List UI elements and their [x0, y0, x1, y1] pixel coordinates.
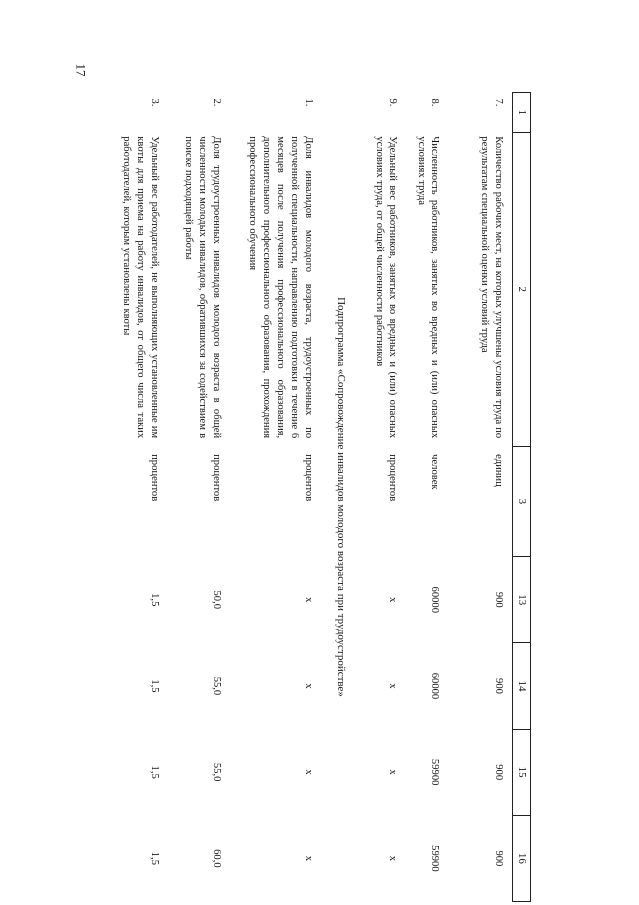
value-col-13: 50,0: [210, 590, 222, 610]
header-col-16: 16: [513, 815, 531, 901]
unit-cell: процентов: [148, 454, 160, 502]
value-col-13: x: [387, 597, 399, 603]
header-col-2: 2: [513, 132, 531, 446]
table-row: [407, 93, 449, 902]
row-number: 8.: [429, 98, 441, 107]
table-row: [168, 93, 230, 902]
unit-cell: процентов: [387, 454, 399, 502]
value-col-15: x: [387, 769, 399, 775]
value-col-14: 55,0: [210, 676, 222, 696]
table-row: [449, 93, 513, 902]
indicators-table: [106, 92, 531, 902]
value-col-16: 60,0: [210, 849, 222, 868]
header-col-3: 3: [513, 446, 531, 557]
value-col-13: 900: [493, 591, 504, 608]
indicator-text: Удельный вес работодателей, не выполняющих установленные им квоты для приема на работу инвалидов, от общего числа таких работодателей, которым установлены квоты: [121, 136, 160, 439]
header-col-15: 15: [513, 729, 531, 815]
unit-cell: процентов: [210, 454, 222, 502]
value-col-13: 1,5: [148, 593, 160, 607]
value-col-14: x: [387, 683, 399, 689]
value-col-16: 59900: [429, 845, 441, 872]
row-number: 1.: [302, 98, 314, 107]
value-col-13: x: [302, 597, 314, 603]
indicator-text: Численность работников, занятых во вредных и (или) опасных условиях труда: [415, 136, 441, 439]
row-number: 7.: [493, 98, 504, 107]
value-col-14: 900: [493, 678, 504, 694]
value-col-14: 1,5: [148, 679, 160, 693]
value-col-15: 1,5: [148, 765, 160, 779]
value-col-14: 60000: [429, 672, 441, 700]
value-col-15: 900: [493, 764, 504, 781]
page-number: 17: [73, 63, 89, 77]
rotated-table-container: [111, 92, 531, 902]
subprogram-row: [322, 93, 355, 902]
row-number: 2.: [210, 98, 222, 107]
value-col-16: x: [387, 855, 399, 862]
table-row: [355, 93, 407, 902]
unit-cell: человек: [429, 454, 441, 490]
header-col-14: 14: [513, 643, 531, 729]
value-col-14: x: [302, 683, 314, 689]
value-col-15: 55,0: [210, 762, 222, 782]
value-col-16: 1,5: [148, 851, 160, 865]
value-col-13: 60000: [429, 586, 441, 613]
row-number: 3.: [148, 98, 160, 107]
header-col-1: 1: [513, 93, 531, 133]
value-col-16: 900: [493, 850, 504, 867]
table-row: [106, 93, 168, 902]
indicator-text: Количество рабочих мест, на которых улучшены условия труда по результатам специальной оценки условий труда: [479, 136, 504, 439]
indicator-text: Доля инвалидов молодого возраста, трудоустроенных по полученной специальности, направлению подготовки в течение 6 месяцев после получения профессионального образования, дополнительного профессионального образования, прохождения профессионального обучения: [247, 136, 314, 439]
indicator-text: Доля трудоустроенных инвалидов молодого возраста в общей численности молодых инвалидов, обратившихся за содействием в поиске подходящей работы: [183, 136, 222, 439]
row-number: 9.: [387, 98, 399, 107]
table-row: [230, 93, 322, 902]
value-col-15: x: [302, 769, 314, 775]
header-row: [513, 93, 531, 902]
indicator-text: Удельный вес работников, занятых во вредных и (или) опасных условиях труда, от общей численности работников: [373, 136, 399, 439]
header-col-13: 13: [513, 557, 531, 643]
unit-cell: процентов: [302, 454, 314, 502]
value-col-15: 59900: [429, 758, 441, 786]
value-col-16: x: [302, 855, 314, 862]
unit-cell: единиц: [493, 454, 504, 487]
subprogram-title: Подпрограмма «Сопровождение инвалидов молодого возраста при трудоустройстве»: [335, 297, 348, 697]
